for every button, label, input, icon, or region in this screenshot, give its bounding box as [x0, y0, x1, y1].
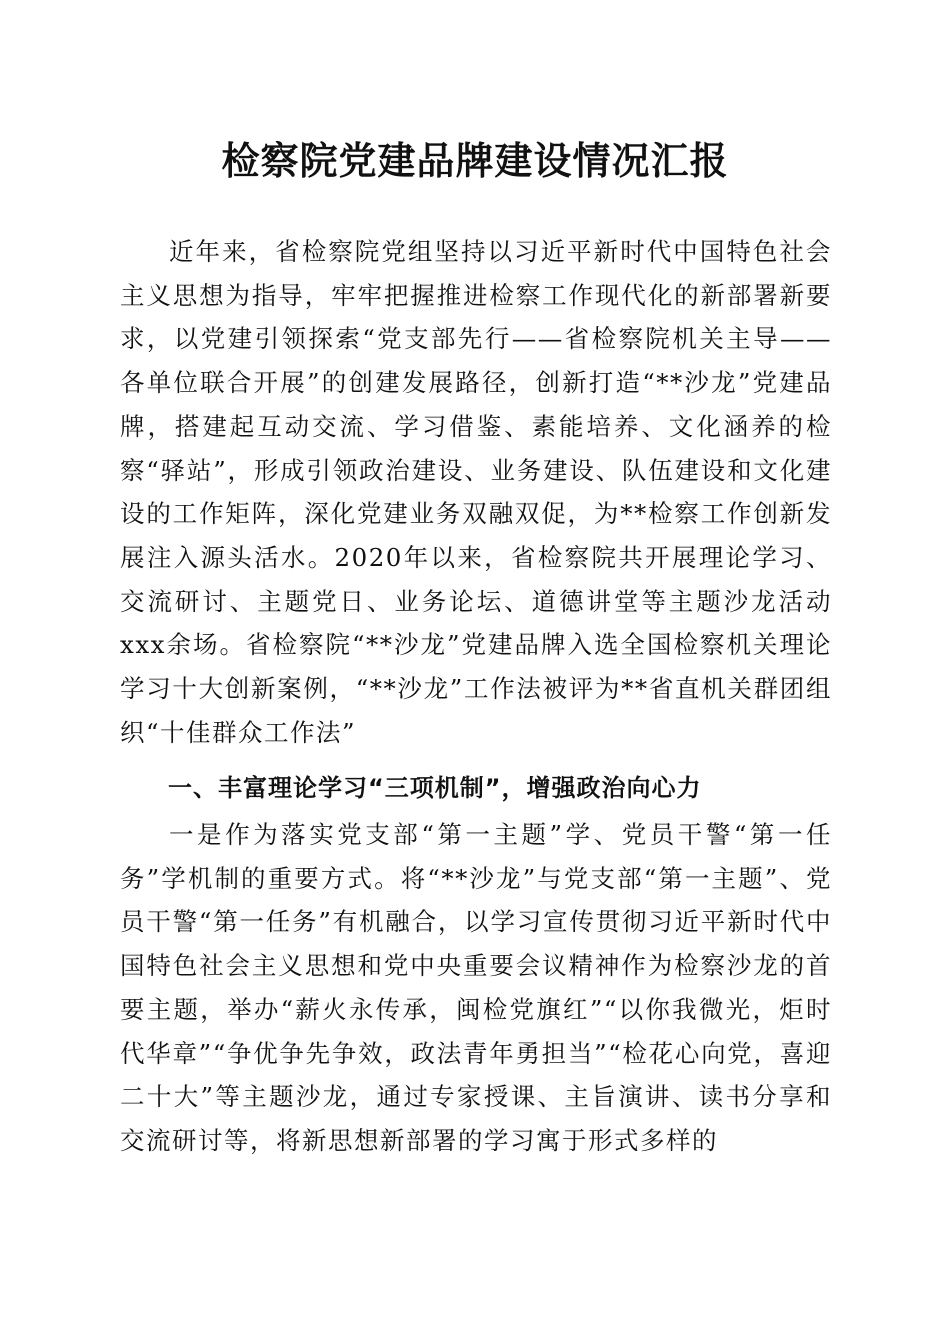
section-paragraph-1: 一是作为落实党支部“第一主题”学、党员干警“第一任务”学机制的重要方式。将“**沙龙”与党支部“第一主题”、党员干警“第一任务”有机融合，以学习宣传贯彻习近平新时代中国特色社会主义思想和党中央重要会议精神作为检察沙龙的首要主题，举办“薪火永传承，闽检党旗红”“以你我微光，炬时代华章”“争优争先争效，政法青年勇担当”“检花心向党，喜迎二十大”等主题沙龙，通过专家授课、主旨演讲、读书分享和交流研讨等，将新思想新部署的学习寓于形式多样的 [120, 820, 832, 1155]
intro-paragraph: 近年来，省检察院党组坚持以习近平新时代中国特色社会主义思想为指导，牢牢把握推进检察工作现代化的新部署新要求，以党建引领探索“党支部先行——省检察院机关主导——各单位联合开展”的创建发展路径，创新打造“**沙龙”党建品牌，搭建起互动交流、学习借鉴、素能培养、文化涵养的检察“驿站”，形成引领政治建设、业务建设、队伍建设和文化建设的工作矩阵，深化党建业务双融双促，为**检察工作创新发展注入源头活水。2020年以来，省检察院共开展理论学习、交流研讨、主题党日、业务论坛、道德讲堂等主题沙龙活动xxx余场。省检察院“**沙龙”党建品牌入选全国检察机关理论学习十大创新案例，“**沙龙”工作法被评为**省直机关群团组织“十佳群众工作法” [120, 237, 832, 747]
section-heading-1: 一、丰富理论学习“三项机制”，增强政治向心力 [168, 774, 702, 802]
document-title: 检察院党建品牌建设情况汇报 [221, 138, 729, 183]
